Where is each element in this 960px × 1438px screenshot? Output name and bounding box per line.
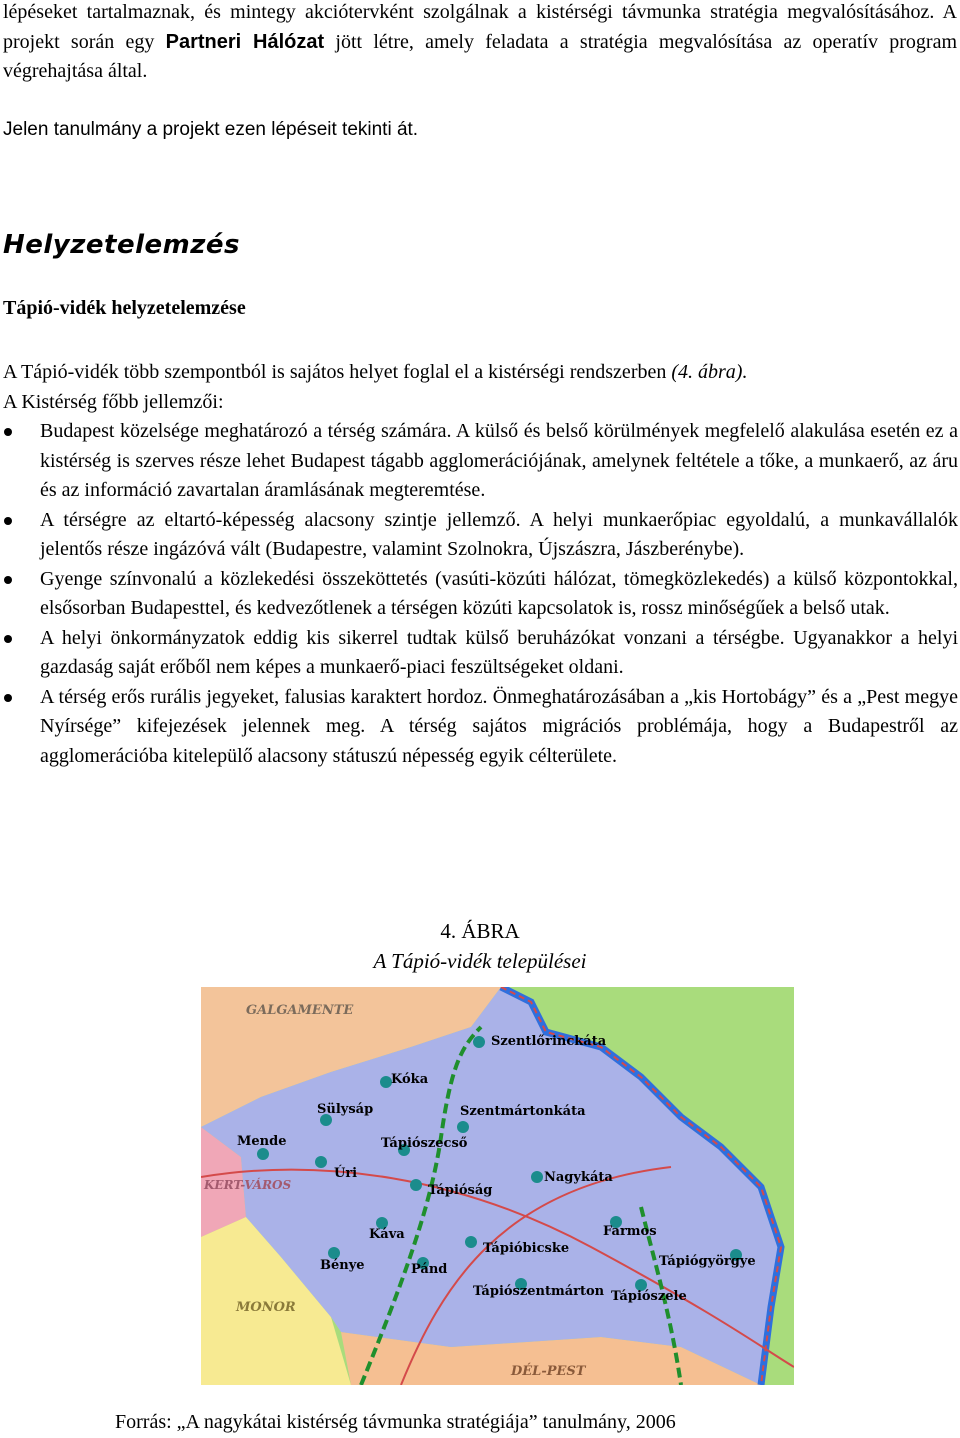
town-label: Tápiószentmárton	[473, 1284, 605, 1299]
town-label: Káva	[369, 1227, 405, 1242]
region-label-galgamente: GALGAMENTE	[246, 1003, 354, 1018]
figure-number: 4. ÁBRA	[440, 919, 520, 943]
town-label: Tápióbicske	[483, 1241, 570, 1256]
list-item: Budapest közelsége meghatározó a térség számára. A külső és belső körülmények megfelelő alakulása esetén ez a kistérség is szerves része lehet Budapest tágabb agglomerációjának, amelynek feltétele a tőke, a munkaerő, az áru és az információ zavartalan áramlásának megteremtése.	[0, 417, 958, 506]
town-marker	[473, 1036, 485, 1048]
list-item: Gyenge színvonalú a közlekedési összeköttetés (vasúti-közúti hálózat, tömegközlekedés) a külső központokkal, elsősorban Budapesttel, és kedvezőtlenek a térségen közúti kapcsolatok is, rossz minőségűek a belső utak.	[0, 565, 958, 624]
figure-reference: (4. ábra).	[671, 361, 748, 383]
section-heading: Helyzetelemzés	[3, 230, 240, 260]
list-item: A térség erős rurális jegyeket, falusias karaktert hordoz. Önmeghatározásában a „kis Hortobágy” és a „Pest megye Nyírsége” kifejezések jelennek meg. A térség sajátos migrációs problémája, hogy a Budapestről az agglomerációba kitelepülő alacsony státuszú népesség egyik célterülete.	[0, 683, 958, 772]
intro-paragraph	[3, 0, 957, 87]
intro-paragraph-2: Jelen tanulmány a projekt ezen lépéseit tekinti át.	[3, 119, 419, 140]
tapio-map	[201, 987, 794, 1385]
lead-text: A Tápió-vidék több szempontból is sajátos helyet foglal el a kistérségi rendszerben	[3, 361, 672, 383]
figure-source: Forrás: „A nagykátai kistérség távmunka stratégiája” tanulmány, 2006	[115, 1411, 676, 1433]
list-item: A helyi önkormányzatok eddig kis sikerrel tudtak külső beruházókat vonzani a térségbe. Ugyanakkor a helyi gazdaság saját erőből nem képes a munkaerő-piaci feszültségeket oldani.	[0, 624, 958, 683]
town-label: Sülysáp	[317, 1102, 374, 1117]
figure-title: A Tápió-vidék települései	[373, 949, 587, 973]
town-label: Bénye	[320, 1258, 365, 1273]
town-label: Tápiógyörgye	[659, 1254, 756, 1269]
town-label: Tápióság	[428, 1183, 493, 1198]
town-label: Pánd	[411, 1262, 448, 1277]
town-label: Tápiószele	[611, 1289, 687, 1304]
town-marker	[465, 1236, 477, 1248]
lead-line-2: A Kistérség főbb jellemzői:	[3, 390, 224, 413]
town-label: Nagykáta	[544, 1170, 613, 1185]
region-label-monor: MONOR	[236, 1300, 296, 1315]
region-label-delpest: DÉL-PEST	[511, 1364, 586, 1379]
list-item: A térségre az eltartó-képesség alacsony szintje jellemző. A helyi munkaerőpiac egyoldalú, a munkavállalók jelentős része ingázóvá vált (Budapestre, valamint Szolnokra, Újszászra, Jászberénybe).	[0, 506, 958, 565]
town-label: Mende	[237, 1134, 287, 1149]
town-label: Úri	[334, 1166, 358, 1181]
town-label: Tápiószecső	[381, 1136, 468, 1151]
intro-bold-term: Partneri Hálózat	[165, 30, 325, 53]
town-marker	[531, 1171, 543, 1183]
characteristics-list	[0, 417, 958, 771]
intro-text-1: lépéseket tartalmaznak, és mintegy akciótervként szolgálnak a kistérségi távmunka stratégia megvalósításához. A projekt során egy	[3, 1, 957, 53]
subsection-heading: Tápió-vidék helyzetelemzése	[3, 297, 246, 319]
town-label: Kóka	[391, 1072, 429, 1087]
town-marker	[257, 1148, 269, 1160]
region-label-kertvaros: KERT-VÁROS	[204, 1178, 292, 1192]
town-marker	[315, 1156, 327, 1168]
town-label: Farmos	[603, 1224, 657, 1239]
lead-paragraph	[3, 358, 957, 417]
town-label: Szentmártonkáta	[460, 1104, 586, 1119]
town-marker	[410, 1179, 422, 1191]
town-marker	[457, 1121, 469, 1133]
town-label: Szentlőrinckáta	[491, 1034, 607, 1049]
intro-text-2: jött létre, amely feladata a stratégia megvalósítása az operatív program végrehajtása által.	[3, 30, 958, 82]
